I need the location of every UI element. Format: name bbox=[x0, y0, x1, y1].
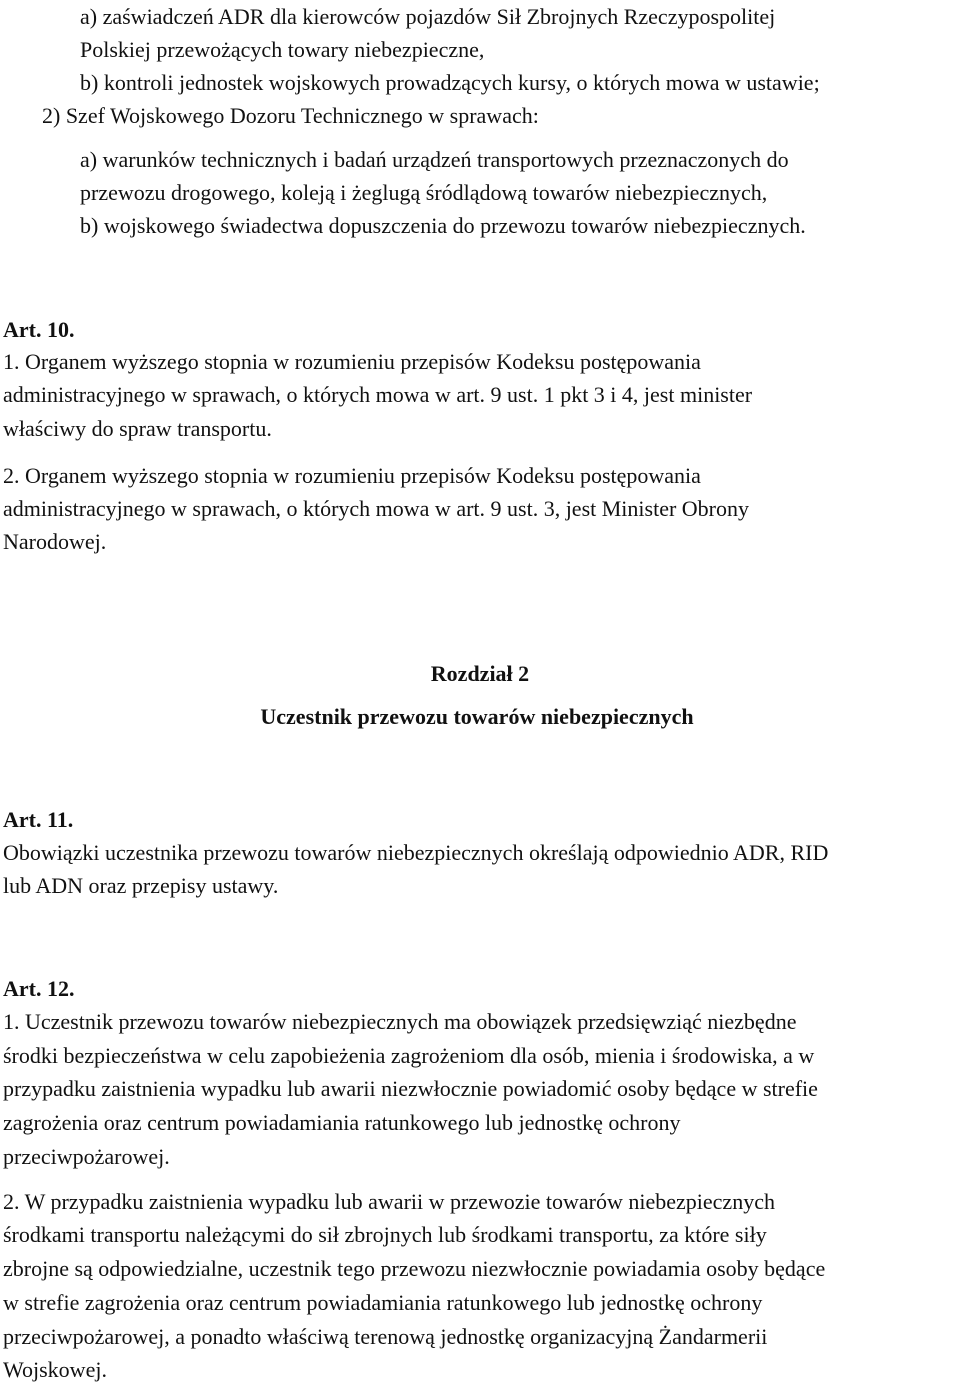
list-item-2: 2) Szef Wojskowego Dozoru Technicznego w sprawach: bbox=[42, 103, 539, 128]
article-12-para1-line4: zagrożenia oraz centrum powiadamiania ratunkowego lub jednostkę ochrony bbox=[3, 1110, 681, 1135]
sublist-item-b: b) wojskowego świadectwa dopuszczenia do przewozu towarów niebezpiecznych. bbox=[80, 213, 806, 238]
article-12-para2-line3: zbrojne są odpowiedzialne, uczestnik tego przewozu niezwłocznie powiadamia osoby będące bbox=[3, 1256, 826, 1281]
article-12-para1-line3: przypadku zaistnienia wypadku lub awarii niezwłocznie powiadomić osoby będące w strefie bbox=[3, 1076, 818, 1101]
article-11-text-line2: lub ADN oraz przepisy ustawy. bbox=[3, 873, 279, 898]
article-10-para2-line1: 2. Organem wyższego stopnia w rozumieniu przepisów Kodeksu postępowania bbox=[3, 463, 701, 488]
article-12-para1-line1: 1. Uczestnik przewozu towarów niebezpiecznych ma obowiązek przedsięwziąć niezbędne bbox=[3, 1009, 797, 1034]
list-item-a-line2: Polskiej przewożących towary niebezpieczne, bbox=[80, 37, 485, 62]
sublist-item-a-line1: a) warunków technicznych i badań urządzeń transportowych przeznaczonych do bbox=[80, 147, 789, 172]
article-10-para1-line1: 1. Organem wyższego stopnia w rozumieniu przepisów Kodeksu postępowania bbox=[3, 349, 701, 374]
article-10-heading: Art. 10. bbox=[3, 317, 75, 342]
article-11-heading: Art. 11. bbox=[3, 807, 74, 832]
article-12-para2-line6: Wojskowej. bbox=[3, 1357, 107, 1382]
article-12-para1-line5: przeciwpożarowej. bbox=[3, 1144, 170, 1169]
chapter-number: Rozdział 2 bbox=[430, 661, 530, 686]
article-11-text-line1: Obowiązki uczestnika przewozu towarów niebezpiecznych określają odpowiednio ADR, RID bbox=[3, 840, 829, 865]
chapter-title: Uczestnik przewozu towarów niebezpiecznych bbox=[260, 704, 694, 729]
article-12-para2-line1: 2. W przypadku zaistnienia wypadku lub awarii w przewozie towarów niebezpiecznych bbox=[3, 1189, 775, 1214]
article-12-para2-line5: przeciwpożarowej, a ponadto właściwą terenową jednostkę organizacyjną Żandarmerii bbox=[3, 1324, 768, 1349]
article-12-para2-line4: w strefie zagrożenia oraz centrum powiadamiania ratunkowego lub jednostkę ochrony bbox=[3, 1290, 763, 1315]
article-10-para2-line3: Narodowej. bbox=[3, 529, 107, 554]
list-item-a-line1: a) zaświadczeń ADR dla kierowców pojazdów Sił Zbrojnych Rzeczypospolitej bbox=[80, 4, 776, 29]
article-10-para2-line2: administracyjnego w sprawach, o których mowa w art. 9 ust. 3, jest Minister Obrony bbox=[3, 496, 750, 521]
article-10-para1-line3: właściwy do spraw transportu. bbox=[3, 416, 272, 441]
list-item-b: b) kontroli jednostek wojskowych prowadzących kursy, o których mowa w ustawie; bbox=[80, 70, 820, 95]
sublist-item-a-line2: przewozu drogowego, koleją i żeglugą śródlądową towarów niebezpiecznych, bbox=[80, 180, 768, 205]
article-12-heading: Art. 12. bbox=[3, 976, 75, 1001]
article-12-para1-line2: środki bezpieczeństwa w celu zapobieżenia zagrożeniom dla osób, mienia i środowiska, a w bbox=[3, 1043, 815, 1068]
article-12-para2-line2: środkami transportu należącymi do sił zbrojnych lub środkami transportu, za które siły bbox=[3, 1222, 767, 1247]
article-10-para1-line2: administracyjnego w sprawach, o których mowa w art. 9 ust. 1 pkt 3 i 4, jest minister bbox=[3, 382, 753, 407]
